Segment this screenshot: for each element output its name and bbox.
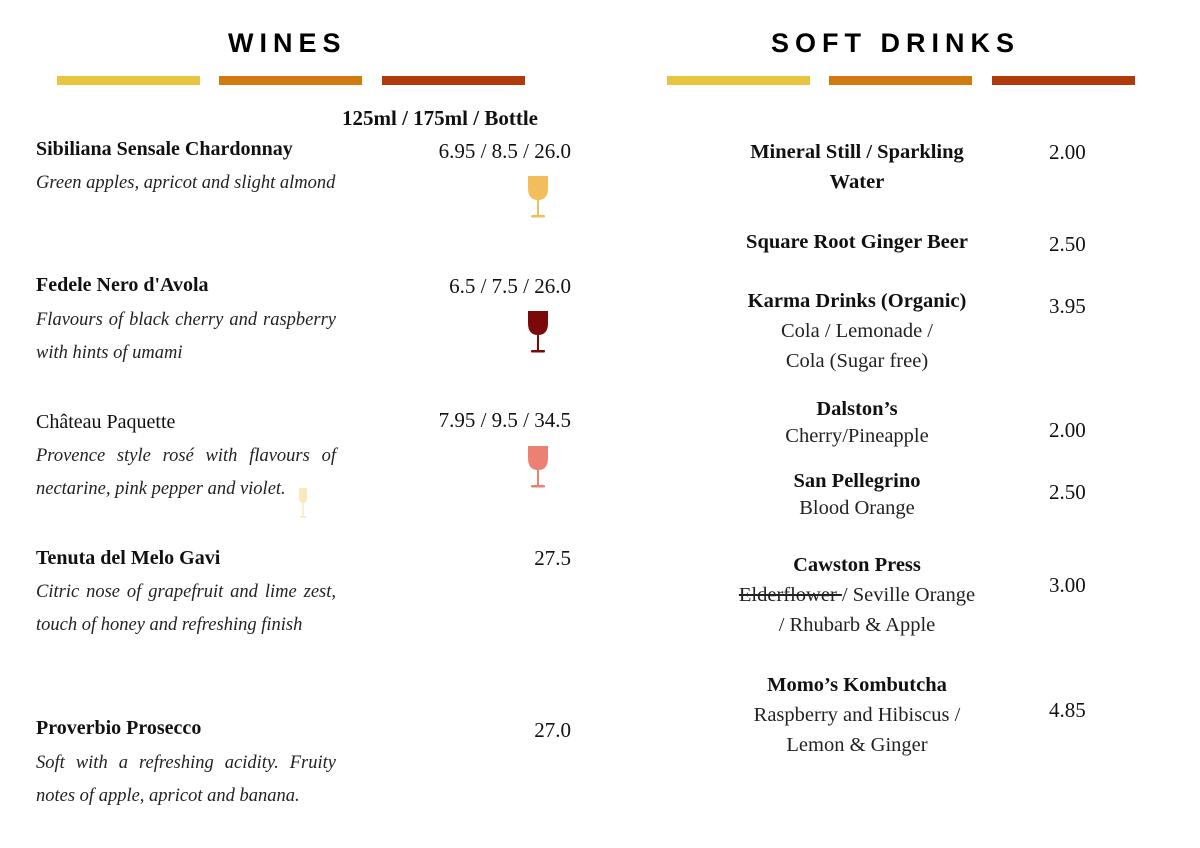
soft-drink-name: Square Root Ginger Beer bbox=[746, 231, 968, 253]
wine-description: Citric nose of grapefruit and lime zest, touch of honey and refreshing finish bbox=[36, 582, 336, 635]
wine-name: Fedele Nero d'Avola bbox=[36, 274, 209, 296]
soft-drink-price: 2.00 bbox=[1049, 140, 1086, 164]
soft-drink-item bbox=[707, 395, 1007, 449]
soft-drink-variants: Lemon & Ginger bbox=[786, 734, 928, 756]
soft-drink-price: 4.85 bbox=[1049, 698, 1086, 722]
wine-name: Château Paquette bbox=[36, 411, 176, 433]
rose-wine-glass-icon bbox=[526, 444, 550, 490]
divider-bar-yellow bbox=[57, 76, 200, 85]
divider-bar-orange bbox=[829, 76, 972, 85]
wine-price: 6.95 / 8.5 / 26.0 bbox=[438, 139, 571, 163]
soft-drink-variants: / Rhubarb & Apple bbox=[778, 614, 936, 636]
soft-drink-variants: Raspberry and Hibiscus / bbox=[753, 704, 961, 726]
soft-drink-variants: Cherry/Pineapple bbox=[785, 425, 929, 447]
discontinued-flavour: Elderflower bbox=[738, 584, 842, 606]
soft-drink-price: 2.50 bbox=[1049, 480, 1086, 504]
wine-description: Green apples, apricot and slight almond bbox=[36, 173, 336, 193]
divider-bar-red bbox=[382, 76, 525, 85]
soft-drink-item bbox=[707, 670, 1007, 760]
wine-description: Flavours of black cherry and raspberry with hints of umami bbox=[36, 310, 336, 363]
soft-drink-name: San Pellegrino bbox=[793, 470, 921, 492]
wines-heading: WINES bbox=[228, 28, 347, 58]
soft-drink-variants bbox=[682, 580, 1032, 610]
wine-name: Sibiliana Sensale Chardonnay bbox=[36, 138, 293, 160]
soft-drink-name: Dalston’s bbox=[816, 398, 898, 420]
red-wine-glass-icon bbox=[526, 309, 550, 355]
flavour-text: / Seville Orange bbox=[841, 584, 976, 606]
soft-drink-variants: Blood Orange bbox=[799, 497, 915, 519]
wine-name: Proverbio Prosecco bbox=[36, 717, 202, 739]
soft-drink-name: Mineral Still / Sparkling bbox=[750, 141, 964, 163]
wine-description: Soft with a refreshing acidity. Fruity notes of apple, apricot and banana. bbox=[36, 753, 336, 806]
soft-drink-item bbox=[707, 286, 1007, 376]
divider-bar-yellow bbox=[667, 76, 810, 85]
white-wine-glass-icon bbox=[526, 174, 550, 220]
wine-price: 27.5 bbox=[534, 546, 571, 570]
soft-drink-variants: Cola (Sugar free) bbox=[785, 350, 929, 372]
divider-bar-red bbox=[992, 76, 1135, 85]
soft-drink-price: 3.00 bbox=[1049, 573, 1086, 597]
soft-drink-price: 3.95 bbox=[1049, 294, 1086, 318]
wine-price: 27.0 bbox=[534, 718, 571, 742]
small-wine-glass-icon bbox=[298, 487, 308, 519]
soft-drink-name: Karma Drinks (Organic) bbox=[747, 290, 967, 312]
divider-bar-orange bbox=[219, 76, 362, 85]
soft-drink-price: 2.00 bbox=[1049, 418, 1086, 442]
soft-drink-name: Water bbox=[829, 171, 885, 193]
wine-description: Provence style rosé with flavours of nectarine, pink pepper and violet. bbox=[36, 446, 336, 499]
wine-size-header: 125ml / 175ml / Bottle bbox=[342, 106, 538, 130]
soft-drink-name: Cawston Press bbox=[793, 554, 921, 576]
soft-drink-item bbox=[707, 137, 1007, 197]
soft-drinks-heading: SOFT DRINKS bbox=[771, 28, 1021, 58]
wine-name: Tenuta del Melo Gavi bbox=[36, 547, 221, 569]
soft-drink-name: Momo’s Kombutcha bbox=[767, 674, 947, 696]
soft-drink-item bbox=[707, 467, 1007, 521]
soft-drink-item bbox=[707, 227, 1007, 257]
wine-price: 7.95 / 9.5 / 34.5 bbox=[438, 408, 571, 432]
soft-drink-variants: Cola / Lemonade / bbox=[781, 320, 933, 342]
soft-drink-price: 2.50 bbox=[1049, 232, 1086, 256]
soft-drink-item bbox=[682, 550, 1032, 640]
wine-price: 6.5 / 7.5 / 26.0 bbox=[449, 274, 571, 298]
